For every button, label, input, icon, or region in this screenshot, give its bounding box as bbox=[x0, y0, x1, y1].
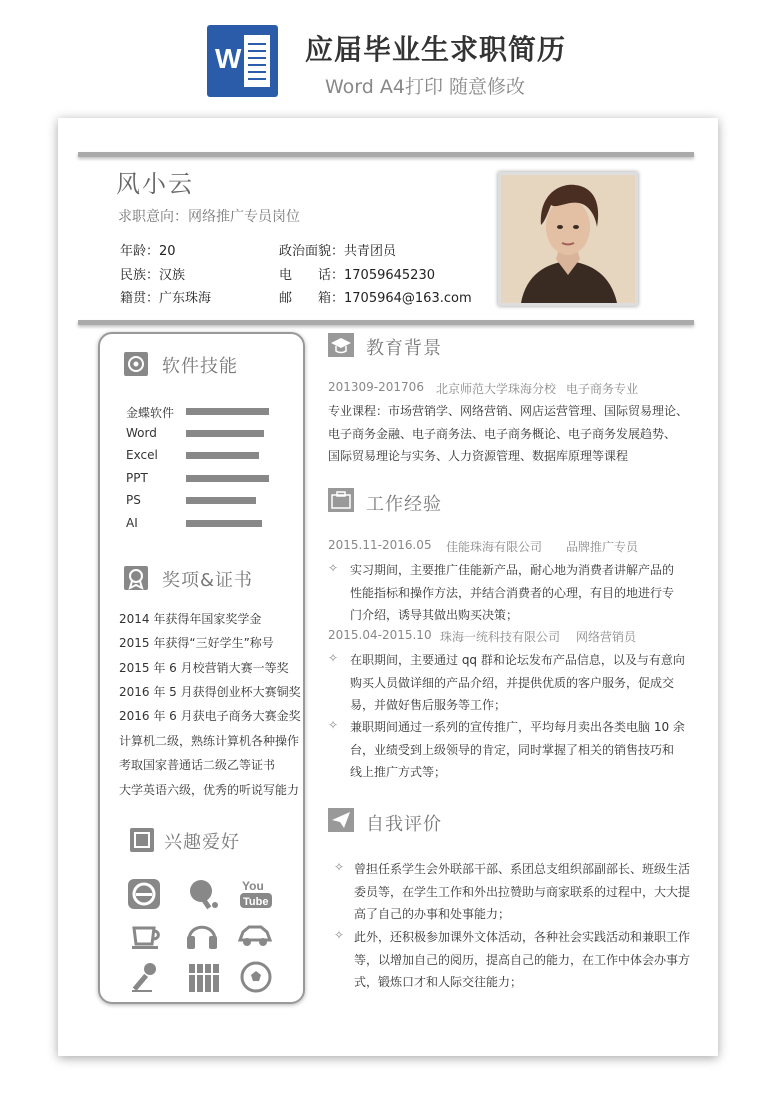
job-position: 品牌推广专员 bbox=[566, 540, 639, 554]
skills-icon bbox=[124, 352, 148, 376]
bullet-icon: ✧ bbox=[334, 928, 345, 942]
awards-title: 奖项&证书 bbox=[162, 570, 254, 591]
header-divider-bottom bbox=[78, 320, 694, 325]
award-item: 计算机二级，熟练计算机各种操作 bbox=[119, 734, 300, 748]
hobby-section-icon bbox=[130, 828, 154, 852]
age-row: 年龄：20 bbox=[120, 244, 176, 259]
job-desc-line: 性能指标和操作方法，并结合消费者的心理，有目的地进行专 bbox=[350, 586, 675, 600]
skill-bar bbox=[186, 430, 264, 437]
banner-title: 应届毕业生求职简历 bbox=[305, 33, 567, 66]
award-item: 2016 年 6 月获电子商务大赛金奖 bbox=[119, 709, 301, 723]
job-company: 珠海一统科技有限公司 bbox=[440, 630, 561, 644]
skill-name: 金蝶软件 bbox=[126, 406, 175, 420]
party-value: 共青团员 bbox=[344, 244, 397, 259]
job-company: 佳能珠海有限公司 bbox=[446, 540, 543, 554]
self-eval-line: 式，锻炼口才和人际交往能力； bbox=[354, 975, 523, 989]
job-desc-line: 台，业绩受到上级领导的肯定，同时掌握了相关的销售技巧和 bbox=[350, 743, 675, 757]
skill-bar bbox=[186, 408, 269, 415]
sidebar-panel bbox=[98, 332, 305, 1004]
skill-name: PS bbox=[126, 493, 141, 507]
education-period: 201309-201706 bbox=[328, 380, 424, 394]
coffee-icon bbox=[128, 918, 164, 952]
bullet-icon: ✧ bbox=[334, 860, 345, 874]
logo-letter: W bbox=[215, 43, 242, 74]
pingpong-icon bbox=[184, 877, 220, 911]
nation-row: 民族：汉族 bbox=[120, 268, 186, 283]
banner bbox=[0, 0, 774, 110]
job-desc-line: 在职期间，主要通过 qq 群和论坛发布产品信息，以及与有意向 bbox=[350, 653, 685, 667]
phone-row: 电 话：17059645230 bbox=[279, 268, 435, 283]
work-icon bbox=[328, 488, 354, 512]
award-item: 2015 年获得“三好学生”称号 bbox=[119, 636, 274, 650]
job-desc-line: 线上推广方式等； bbox=[350, 765, 447, 779]
youtube-icon bbox=[238, 877, 274, 911]
self-eval-line: 此外，还积极参加课外文体活动，各种社会实践活动和兼职工作 bbox=[354, 930, 691, 944]
skill-bar bbox=[186, 497, 256, 504]
books-icon bbox=[186, 960, 222, 994]
hobbies-title: 兴趣爱好 bbox=[164, 832, 240, 853]
award-icon bbox=[124, 566, 148, 590]
car-icon bbox=[237, 918, 273, 952]
bullet-icon: ✧ bbox=[328, 651, 339, 665]
self-eval-icon bbox=[328, 808, 354, 832]
skill-name: Word bbox=[126, 426, 157, 440]
self-eval-line: 等，以增加自己的阅历，提高自己的能力，在工作中体会办事方 bbox=[354, 953, 691, 967]
education-title: 教育背景 bbox=[366, 338, 442, 359]
headphones-icon bbox=[184, 918, 220, 952]
resume-page bbox=[58, 118, 718, 1056]
phone-value: 17059645230 bbox=[344, 268, 435, 283]
job-desc-line: 实习期间，主要推广佳能新产品，耐心地为消费者讲解产品的 bbox=[350, 563, 675, 577]
microphone-icon bbox=[128, 960, 164, 994]
education-line: 电子商务金融、电子商务法、电子商务概论、电子商务发展趋势、 bbox=[328, 427, 677, 441]
job-desc-line: 兼职期间通过一系列的宣传推广，平均每月卖出各类电脑 10 余 bbox=[350, 720, 685, 734]
job-desc-line: 门介绍，诱导其做出购买决策； bbox=[350, 608, 519, 622]
candidate-name: 风小云 bbox=[116, 170, 194, 198]
email-row: 邮 箱：1705964@163.com bbox=[279, 291, 472, 306]
bullet-icon: ✧ bbox=[328, 718, 339, 732]
award-item: 2015 年 6 月校营销大赛一等奖 bbox=[119, 661, 289, 675]
education-line: 专业课程：市场营销学、网络营销、网店运营管理、国际贸易理论、 bbox=[328, 404, 689, 418]
nation-value: 汉族 bbox=[159, 268, 186, 283]
native-row: 籍贯：广东珠海 bbox=[120, 291, 212, 306]
skills-title: 软件技能 bbox=[162, 356, 238, 377]
skill-name: Excel bbox=[126, 448, 158, 462]
skill-name: AI bbox=[126, 516, 138, 530]
age-value: 20 bbox=[159, 244, 176, 259]
svg-text:Tube: Tube bbox=[243, 896, 269, 908]
party-row: 政治面貌：共青团员 bbox=[279, 244, 397, 259]
education-major: 电子商务专业 bbox=[566, 382, 639, 396]
self-eval-line: 高了自己的办事和处事能力； bbox=[354, 907, 511, 921]
self-eval-title: 自我评价 bbox=[366, 814, 442, 835]
job-period: 2015.11-2016.05 bbox=[328, 538, 432, 552]
job-period: 2015.04-2015.10 bbox=[328, 628, 432, 642]
award-item: 考取国家普通话二级乙等证书 bbox=[119, 758, 276, 772]
native-value: 广东珠海 bbox=[159, 291, 212, 306]
self-eval-line: 曾担任系学生会外联部干部、系团总支组织部副部长、班级生活 bbox=[354, 862, 691, 876]
education-school: 北京师范大学珠海分校 bbox=[436, 382, 557, 396]
skill-bar bbox=[186, 475, 269, 482]
football-icon bbox=[238, 960, 274, 994]
header-divider-top bbox=[78, 152, 694, 157]
profile-photo bbox=[498, 172, 638, 306]
job-position: 网络营销员 bbox=[576, 630, 637, 644]
bullet-icon: ✧ bbox=[328, 561, 339, 575]
award-item: 2016 年 5 月获得创业杯大赛铜奖 bbox=[119, 685, 301, 699]
job-intent: 求职意向：网络推广专员岗位 bbox=[118, 209, 300, 225]
svg-text:You: You bbox=[242, 879, 264, 893]
self-eval-line: 委员等，在学生工作和外出拉赞助与商家联系的过程中，大大提 bbox=[354, 885, 691, 899]
award-item: 2014 年获得年国家奖学金 bbox=[119, 612, 262, 626]
skill-bar bbox=[186, 520, 262, 527]
skill-name: PPT bbox=[126, 471, 148, 485]
education-line: 国际贸易理论与实务、人力资源管理、数据库原理等课程 bbox=[328, 449, 629, 463]
email-value: 1705964@163.com bbox=[344, 291, 472, 306]
job-desc-line: 易，并做好售后服务等工作； bbox=[350, 698, 507, 712]
ie-icon bbox=[126, 877, 162, 911]
banner-subtitle: Word A4打印 随意修改 bbox=[325, 76, 526, 98]
education-icon bbox=[328, 333, 354, 357]
job-desc-line: 购买人员做详细的产品介绍，并提供优质的客户服务，促成交 bbox=[350, 676, 675, 690]
work-title: 工作经验 bbox=[366, 494, 442, 515]
skill-bar bbox=[186, 452, 259, 459]
award-item: 大学英语六级，优秀的听说写能力 bbox=[119, 783, 300, 797]
word-icon bbox=[207, 25, 278, 97]
